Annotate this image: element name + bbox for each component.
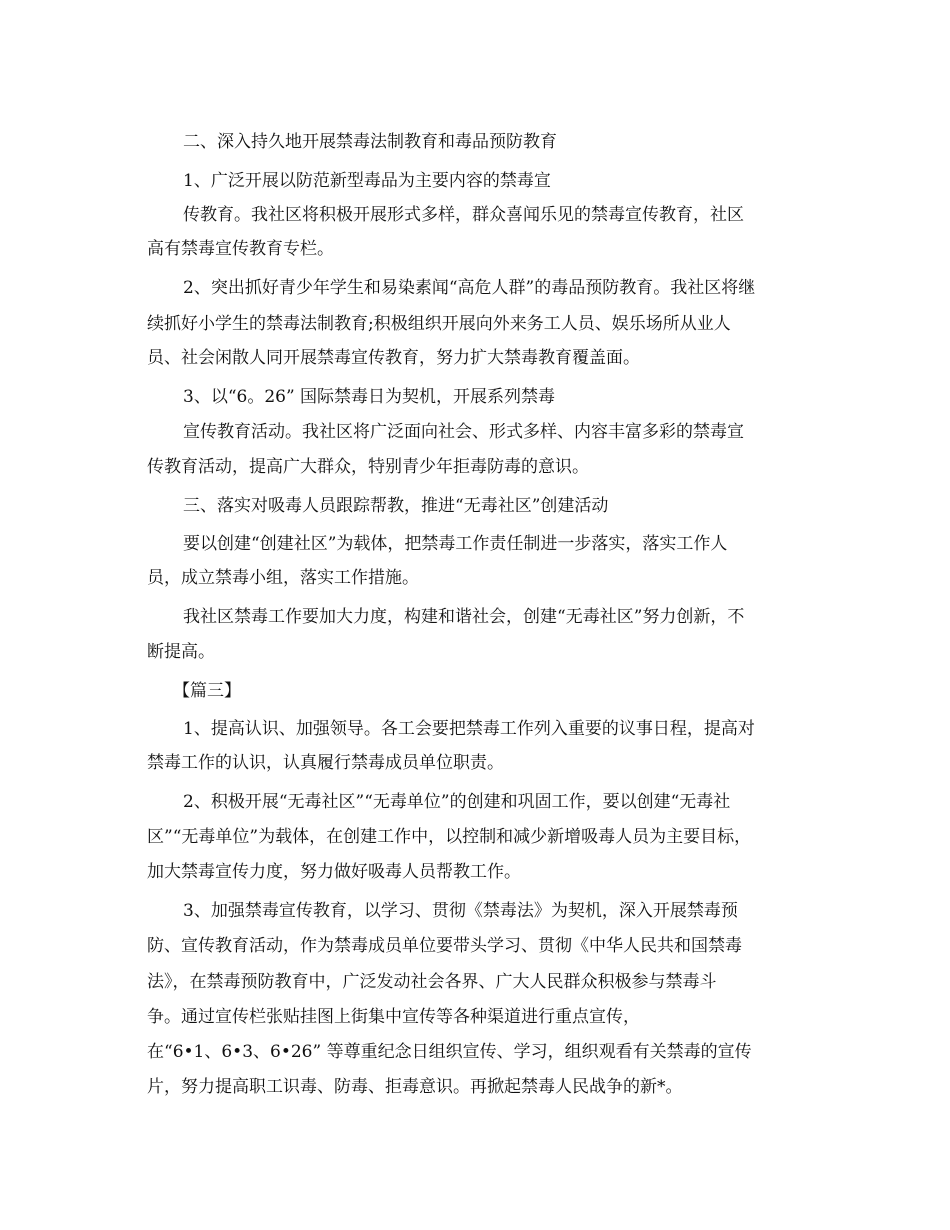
heading-part-three: 【篇三】 bbox=[173, 681, 241, 701]
paragraph-line: 续抓好小学生的禁毒法制教育;积极组织开展向外来务工人员、娱乐场所从业人 bbox=[147, 314, 731, 334]
heading-section-two: 二、深入持久地开展禁毒法制教育和毒品预防教育 bbox=[183, 132, 557, 152]
paragraph-line: 1、广泛开展以防范新型毒品为主要内容的禁毒宣 bbox=[183, 171, 551, 191]
paragraph-line: 3、以“6。26” 国际禁毒日为契机，开展系列禁毒 bbox=[183, 387, 556, 407]
paragraph-line: 法》，在禁毒预防教育中，广泛发动社会各界、广大人民群众积极参与禁毒斗 bbox=[147, 972, 717, 992]
paragraph-line: 传教育活动，提高广大群众，特别青少年拒毒防毒的意识。 bbox=[147, 457, 589, 477]
paragraph-line: 员、社会闲散人同开展禁毒宣传教育，努力扩大禁毒教育覆盖面。 bbox=[147, 348, 640, 368]
paragraph-line: 传教育。我社区将积极开展形式多样，群众喜闻乐见的禁毒宣传教育，社区 bbox=[183, 205, 744, 225]
paragraph-line: 我社区禁毒工作要加大力度，构建和谐社会，创建“无毒社区”努力创新，不 bbox=[183, 607, 745, 627]
paragraph-line: 员，成立禁毒小组，落实工作措施。 bbox=[147, 568, 419, 588]
paragraph-line: 片，努力提高职工识毒、防毒、拒毒意识。再掀起禁毒人民战争的新*。 bbox=[147, 1077, 683, 1097]
paragraph-line: 3、加强禁毒宣传教育，以学习、贯彻《禁毒法》为契机，深入开展禁毒预 bbox=[183, 901, 738, 921]
paragraph-line: 1、提高认识、加强领导。各工会要把禁毒工作列入重要的议事日程，提高对 bbox=[183, 719, 755, 739]
paragraph-line: 在“6•1、6•3、6•26” 等尊重纪念日组织宣传、学习，组织观看有关禁毒的宣传 bbox=[147, 1042, 752, 1062]
paragraph-line: 要以创建“创建社区”为载体，把禁毒工作责任制进一步落实，落实工作人 bbox=[183, 534, 728, 554]
paragraph-line: 区”“无毒单位”为载体，在创建工作中，以控制和减少新增吸毒人员为主要目标， bbox=[147, 827, 752, 847]
paragraph-line: 加大禁毒宣传力度，努力做好吸毒人员帮教工作。 bbox=[147, 862, 521, 882]
paragraph-line: 高有禁毒宣传教育专栏。 bbox=[147, 239, 334, 259]
paragraph-line: 防、宣传教育活动，作为禁毒成员单位要带头学习、贯彻《中华人民共和国禁毒 bbox=[147, 936, 742, 956]
heading-section-three: 三、落实对吸毒人员跟踪帮教，推进“无毒社区”创建活动 bbox=[183, 496, 609, 516]
paragraph-line: 禁毒工作的认识，认真履行禁毒成员单位职责。 bbox=[147, 753, 504, 773]
paragraph-line: 争。通过宣传栏张贴挂图上街集中宣传等各种渠道进行重点宣传， bbox=[147, 1007, 640, 1027]
paragraph-line: 宣传教育活动。我社区将广泛面向社会、形式多样、内容丰富多彩的禁毒宣 bbox=[183, 422, 744, 442]
paragraph-line: 2、积极开展“无毒社区”“无毒单位”的创建和巩固工作，要以创建“无毒社 bbox=[183, 792, 731, 812]
paragraph-line: 断提高。 bbox=[147, 642, 215, 662]
paragraph-line: 2、突出抓好青少年学生和易染素闻“高危人群”的毒品预防教育。我社区将继 bbox=[183, 278, 756, 298]
